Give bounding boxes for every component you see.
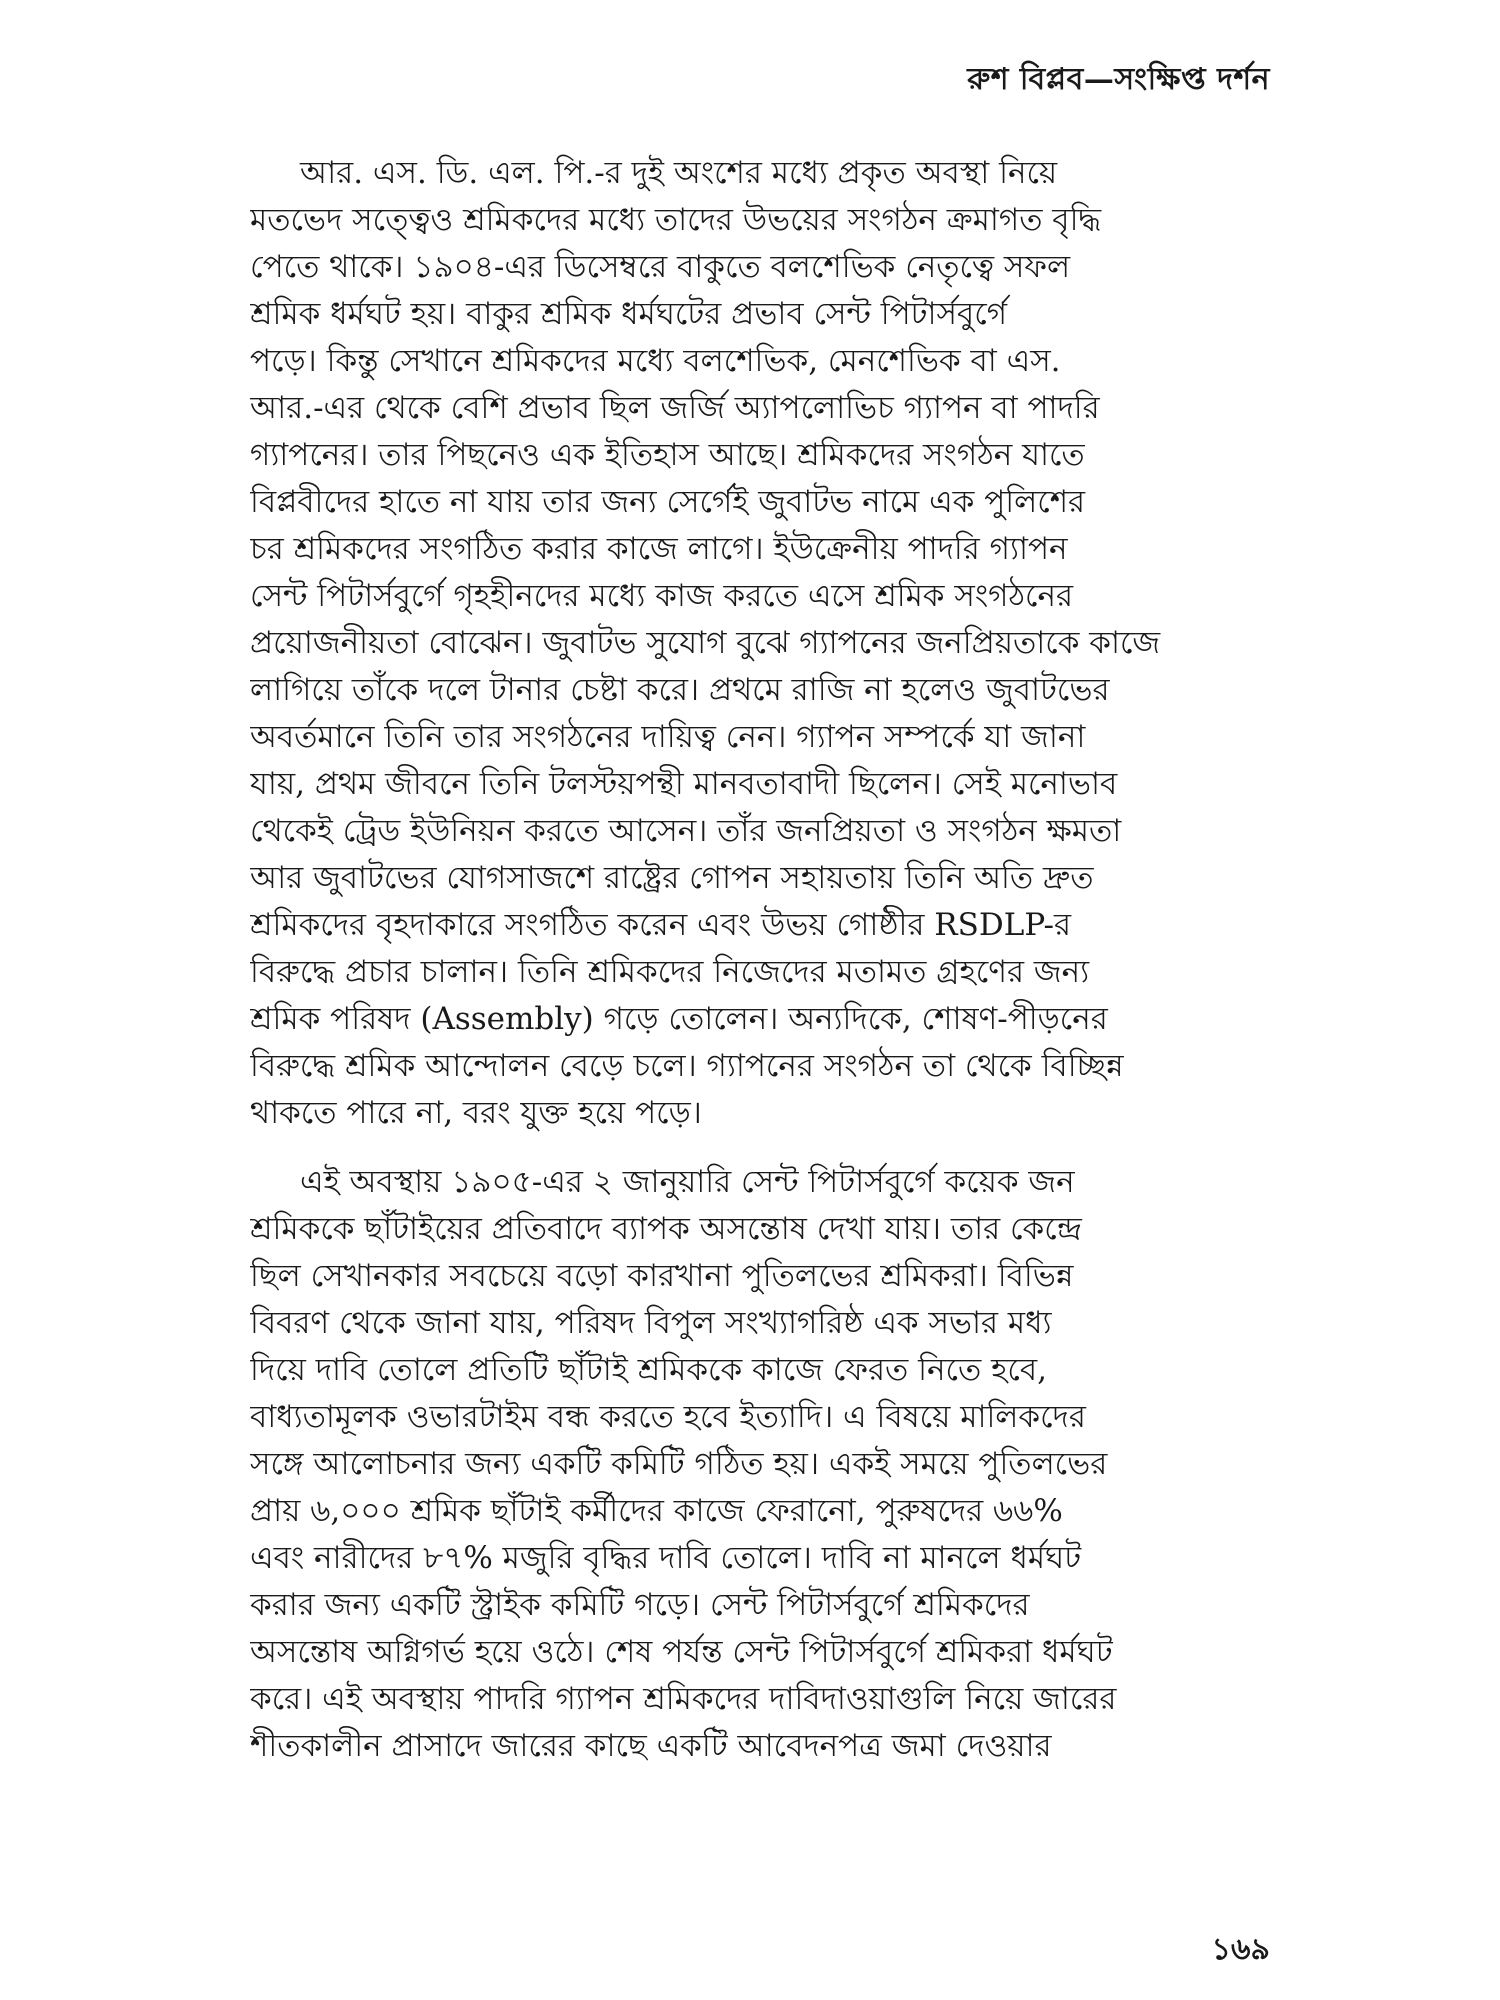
text-line: অসন্তোষ অগ্নিগর্ভ হয়ে ওঠে। শেষ পর্যন্ত সেন্ট পিটার্সবুর্গে শ্রমিকরা ধর্মঘট <box>250 1634 1113 1670</box>
text-line: অবর্তমানে তিনি তার সংগঠনের দায়িত্ব নেন। গ্যাপন সম্পর্কে যা জানা <box>250 719 1086 755</box>
text-line: ছিল সেখানকার সবচেয়ে বড়ো কারখানা পুতিলভের শ্রমিকরা। বিভিন্ন <box>250 1258 1074 1294</box>
paragraph-1 <box>250 150 1260 1137</box>
text-line: সেন্ট পিটার্সবুর্গে গৃহহীনদের মধ্যে কাজ করতে এসে শ্রমিক সংগঠনের <box>250 578 1074 614</box>
text-line: করে। এই অবস্থায় পাদরি গ্যাপন শ্রমিকদের দাবিদাওয়াগুলি নিয়ে জারের <box>250 1681 1117 1717</box>
text-line: থেকেই ট্রেড ইউনিয়ন করতে আসেন। তাঁর জনপ্রিয়তা ও সংগঠন ক্ষমতা <box>250 813 1122 849</box>
text-line: সঙ্গে আলোচনার জন্য একটি কমিটি গঠিত হয়। একই সময়ে পুতিলভের <box>250 1446 1108 1482</box>
text-line: পেতে থাকে। ১৯০৪-এর ডিসেম্বরে বাকুতে বলশেভিক নেতৃত্বে সফল <box>250 249 1071 285</box>
text-line: বাধ্যতামূলক ওভারটাইম বন্ধ করতে হবে ইত্যাদি। এ বিষয়ে মালিকদের <box>250 1399 1086 1435</box>
text-line: বিবরণ থেকে জানা যায়, পরিষদ বিপুল সংখ্যাগরিষ্ঠ এক সভার মধ্য <box>250 1305 1052 1341</box>
text-line: শ্রমিক ধর্মঘট হয়। বাকুর শ্রমিক ধর্মঘটের প্রভাব সেন্ট পিটার্সবুর্গে <box>250 296 1008 332</box>
running-head-title: রুশ বিপ্লব—সংক্ষিপ্ত দর্শন <box>967 62 1270 97</box>
text-line: পড়ে। কিন্তু সেখানে শ্রমিকদের মধ্যে বলশেভিক, মেনশেভিক বা এস. <box>250 343 1061 379</box>
text-line: চর শ্রমিকদের সংগঠিত করার কাজে লাগে। ইউক্রেনীয় পাদরি গ্যাপন <box>250 531 1068 567</box>
text-line: আর.-এর থেকে বেশি প্রভাব ছিল জর্জি অ্যাপলোভিচ গ্যাপন বা পাদরি <box>250 390 1100 426</box>
text-line: গ্যাপনের। তার পিছনেও এক ইতিহাস আছে। শ্রমিকদের সংগঠন যাতে <box>250 437 1085 473</box>
text-line: শ্রমিক পরিষদ (Assembly) গড়ে তোলেন। অন্যদিকে, শোষণ-পীড়নের <box>250 1001 1108 1037</box>
text-line: আর জুবাটভের যোগসাজশে রাষ্ট্রের গোপন সহায়তায় তিনি অতি দ্রুত <box>250 860 1094 896</box>
text-line: যায়, প্রথম জীবনে তিনি টলস্টয়পন্থী মানবতাবাদী ছিলেন। সেই মনোভাব <box>250 766 1118 802</box>
text-line: দিয়ে দাবি তোলে প্রতিটি ছাঁটাই শ্রমিককে কাজে ফেরত নিতে হবে, <box>250 1352 1047 1388</box>
text-line: লাগিয়ে তাঁকে দলে টানার চেষ্টা করে। প্রথমে রাজি না হলেও জুবাটভের <box>250 672 1110 708</box>
text-line: বিরুদ্ধে শ্রমিক আন্দোলন বেড়ে চলে। গ্যাপনের সংগঠন তা থেকে বিচ্ছিন্ন <box>250 1048 1124 1084</box>
text-line: শ্রমিককে ছাঁটাইয়ের প্রতিবাদে ব্যাপক অসন্তোষ দেখা যায়। তার কেন্দ্রে <box>250 1211 1082 1247</box>
text-line: শ্রমিকদের বৃহদাকারে সংগঠিত করেন এবং উভয় গোষ্ঠীর RSDLP-র <box>250 907 1072 943</box>
paragraph-2 <box>250 1159 1260 1770</box>
text-line: মতভেদ সত্ত্বেও শ্রমিকদের মধ্যে তাদের উভয়ের সংগঠন ক্রমাগত বৃদ্ধি <box>250 202 1102 238</box>
text-line: করার জন্য একটি স্ট্রাইক কমিটি গড়ে। সেন্ট পিটার্সবুর্গে শ্রমিকদের <box>250 1587 1030 1623</box>
text-line: আর. এস. ডি. এল. পি.-র দুই অংশের মধ্যে প্রকৃত অবস্থা নিয়ে <box>300 155 1058 191</box>
page-number: ১৬৯ <box>1211 1932 1270 1967</box>
text-line: বিরুদ্ধে প্রচার চালান। তিনি শ্রমিকদের নিজেদের মতামত গ্রহণের জন্য <box>250 954 1090 990</box>
body-text <box>250 150 1260 1792</box>
text-line: শীতকালীন প্রাসাদে জারের কাছে একটি আবেদনপত্র জমা দেওয়ার <box>250 1728 1052 1764</box>
text-line: এই অবস্থায় ১৯০৫-এর ২ জানুয়ারি সেন্ট পিটার্সবুর্গে কয়েক জন <box>300 1164 1075 1200</box>
text-line: এবং নারীদের ৮৭% মজুরি বৃদ্ধির দাবি তোলে। দাবি না মানলে ধর্মঘট <box>250 1540 1082 1576</box>
text-line: প্রায় ৬,০০০ শ্রমিক ছাঁটাই কর্মীদের কাজে ফেরানো, পুরুষদের ৬৬% <box>250 1493 1063 1529</box>
text-line: থাকতে পারে না, বরং যুক্ত হয়ে পড়ে। <box>250 1095 702 1131</box>
text-line: প্রয়োজনীয়তা বোঝেন। জুবাটভ সুযোগ বুঝে গ্যাপনের জনপ্রিয়তাকে কাজে <box>250 625 1161 661</box>
text-line: বিপ্লবীদের হাতে না যায় তার জন্য সের্গেই জুবাটভ নামে এক পুলিশের <box>250 484 1086 520</box>
